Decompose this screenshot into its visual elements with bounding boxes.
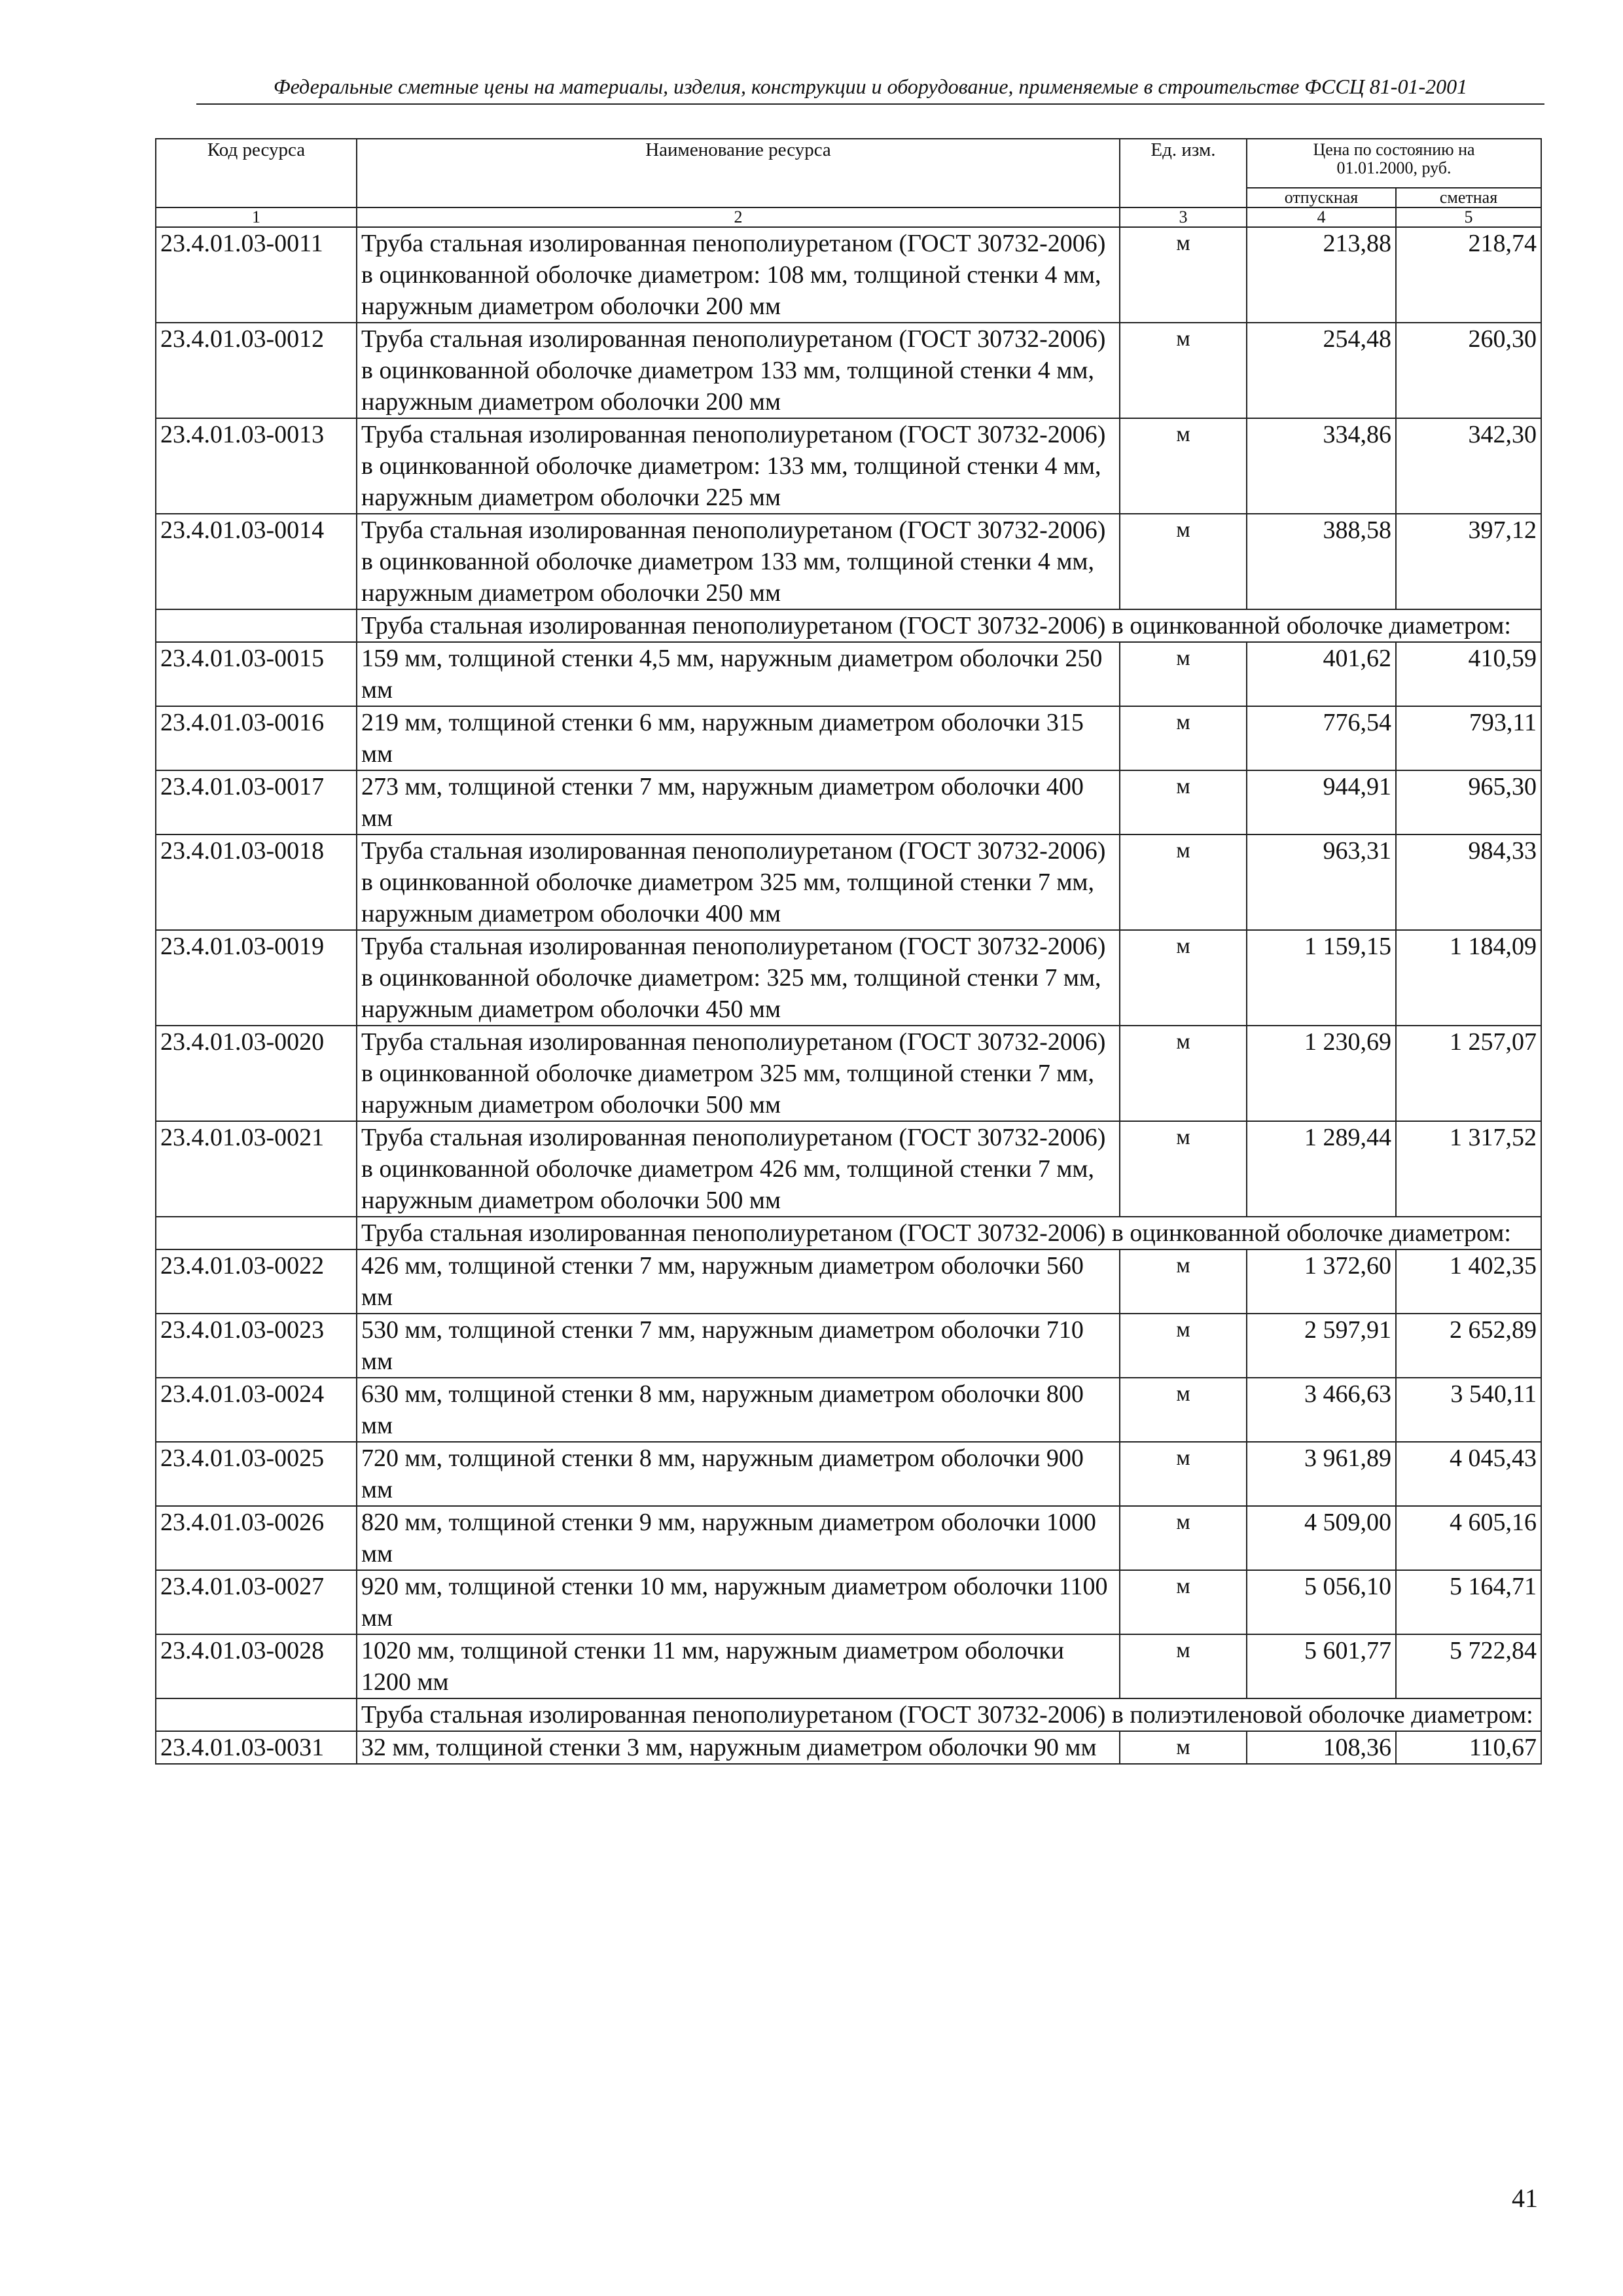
resource-name: Труба стальная изолированная пенополиуретаном (ГОСТ 30732-2006) в оцинкованной оболочке диаметром: 108 мм, толщиной стенки 4 мм, наружным диаметром оболочки 200 мм [357, 227, 1120, 323]
estimate-price: 397,12 [1396, 514, 1541, 609]
column-number: 3 [1120, 207, 1247, 227]
release-price: 3 961,89 [1247, 1442, 1396, 1506]
resource-code: 23.4.01.03-0024 [156, 1378, 357, 1442]
group-heading-row [156, 1698, 1541, 1731]
resource-code: 23.4.01.03-0021 [156, 1121, 357, 1217]
empty-code-cell [156, 1217, 357, 1249]
release-price: 1 372,60 [1247, 1249, 1396, 1314]
resource-code: 23.4.01.03-0028 [156, 1634, 357, 1698]
release-price: 388,58 [1247, 514, 1396, 609]
column-number: 4 [1247, 207, 1396, 227]
empty-code-cell [156, 1698, 357, 1731]
release-price: 5 601,77 [1247, 1634, 1396, 1698]
unit-of-measure: м [1120, 1634, 1247, 1698]
unit-of-measure: м [1120, 642, 1247, 706]
estimate-price: 5 164,71 [1396, 1570, 1541, 1634]
release-price: 254,48 [1247, 323, 1396, 418]
resource-name: 32 мм, толщиной стенки 3 мм, наружным диаметром оболочки 90 мм [357, 1731, 1120, 1764]
resource-code: 23.4.01.03-0020 [156, 1026, 357, 1121]
resource-code: 23.4.01.03-0022 [156, 1249, 357, 1314]
running-header: Федеральные сметные цены на материалы, изделия, конструкции и оборудование, применяемые в строительстве ФССЦ 81-01-2001 [273, 75, 1468, 98]
estimate-price: 1 402,35 [1396, 1249, 1541, 1314]
estimate-price: 342,30 [1396, 418, 1541, 514]
resource-name: Труба стальная изолированная пенополиуретаном (ГОСТ 30732-2006) в оцинкованной оболочке диаметром: 133 мм, толщиной стенки 4 мм, наружным диаметром оболочки 225 мм [357, 418, 1120, 514]
resource-name: 159 мм, толщиной стенки 4,5 мм, наружным диаметром оболочки 250 мм [357, 642, 1120, 706]
unit-of-measure: м [1120, 706, 1247, 770]
resource-name: Труба стальная изолированная пенополиуретаном (ГОСТ 30732-2006) в оцинкованной оболочке диаметром 133 мм, толщиной стенки 4 мм, наружным диаметром оболочки 200 мм [357, 323, 1120, 418]
resource-code: 23.4.01.03-0026 [156, 1506, 357, 1570]
release-price: 5 056,10 [1247, 1570, 1396, 1634]
unit-of-measure: м [1120, 930, 1247, 1026]
table-row [156, 323, 1541, 418]
resource-name: Труба стальная изолированная пенополиуретаном (ГОСТ 30732-2006) в оцинкованной оболочке диаметром 325 мм, толщиной стенки 7 мм, наружным диаметром оболочки 400 мм [357, 834, 1120, 930]
header-rule [196, 103, 1544, 105]
unit-of-measure: м [1120, 418, 1247, 514]
resource-code: 23.4.01.03-0012 [156, 323, 357, 418]
release-price: 213,88 [1247, 227, 1396, 323]
group-heading: Труба стальная изолированная пенополиуретаном (ГОСТ 30732-2006) в полиэтиленовой оболочке диаметром: [357, 1698, 1541, 1731]
release-price: 2 597,91 [1247, 1314, 1396, 1378]
table-row [156, 1442, 1541, 1506]
table-row [156, 770, 1541, 834]
release-price: 963,31 [1247, 834, 1396, 930]
estimate-price: 2 652,89 [1396, 1314, 1541, 1378]
unit-of-measure: м [1120, 1506, 1247, 1570]
table-row [156, 514, 1541, 609]
unit-of-measure: м [1120, 1570, 1247, 1634]
resource-name: 720 мм, толщиной стенки 8 мм, наружным диаметром оболочки 900 мм [357, 1442, 1120, 1506]
resource-code: 23.4.01.03-0015 [156, 642, 357, 706]
unit-of-measure: м [1120, 1249, 1247, 1314]
estimate-price: 410,59 [1396, 642, 1541, 706]
estimate-price: 5 722,84 [1396, 1634, 1541, 1698]
table-row [156, 1026, 1541, 1121]
group-heading: Труба стальная изолированная пенополиуретаном (ГОСТ 30732-2006) в оцинкованной оболочке диаметром: [357, 609, 1541, 642]
unit-of-measure: м [1120, 770, 1247, 834]
estimate-price: 3 540,11 [1396, 1378, 1541, 1442]
resource-name: 820 мм, толщиной стенки 9 мм, наружным диаметром оболочки 1000 мм [357, 1506, 1120, 1570]
table-row [156, 1731, 1541, 1764]
unit-of-measure: м [1120, 323, 1247, 418]
resource-code: 23.4.01.03-0025 [156, 1442, 357, 1506]
table-row [156, 1314, 1541, 1378]
table-row [156, 706, 1541, 770]
resource-code: 23.4.01.03-0023 [156, 1314, 357, 1378]
estimate-price: 4 045,43 [1396, 1442, 1541, 1506]
resource-name: 426 мм, толщиной стенки 7 мм, наружным диаметром оболочки 560 мм [357, 1249, 1120, 1314]
estimate-price: 1 257,07 [1396, 1026, 1541, 1121]
estimate-price: 1 184,09 [1396, 930, 1541, 1026]
column-number: 1 [156, 207, 357, 227]
resource-code: 23.4.01.03-0013 [156, 418, 357, 514]
col-header-unit: Ед. изм. [1120, 139, 1247, 207]
resource-name: 530 мм, толщиной стенки 7 мм, наружным диаметром оболочки 710 мм [357, 1314, 1120, 1378]
group-heading-row [156, 609, 1541, 642]
resource-code: 23.4.01.03-0031 [156, 1731, 357, 1764]
group-heading-row [156, 1217, 1541, 1249]
estimate-price: 984,33 [1396, 834, 1541, 930]
price-table [155, 138, 1542, 1765]
release-price: 3 466,63 [1247, 1378, 1396, 1442]
table-row [156, 418, 1541, 514]
table-row [156, 1121, 1541, 1217]
empty-code-cell [156, 609, 357, 642]
unit-of-measure: м [1120, 1442, 1247, 1506]
resource-code: 23.4.01.03-0014 [156, 514, 357, 609]
table-row [156, 1570, 1541, 1634]
estimate-price: 1 317,52 [1396, 1121, 1541, 1217]
resource-code: 23.4.01.03-0018 [156, 834, 357, 930]
table-row [156, 1506, 1541, 1570]
table-row [156, 1378, 1541, 1442]
unit-of-measure: м [1120, 1378, 1247, 1442]
estimate-price: 965,30 [1396, 770, 1541, 834]
table-row [156, 930, 1541, 1026]
resource-name: 273 мм, толщиной стенки 7 мм, наружным диаметром оболочки 400 мм [357, 770, 1120, 834]
estimate-price: 110,67 [1396, 1731, 1541, 1764]
release-price: 108,36 [1247, 1731, 1396, 1764]
col-header-estimate: сметная [1396, 188, 1541, 207]
unit-of-measure: м [1120, 1026, 1247, 1121]
table-row [156, 834, 1541, 930]
release-price: 334,86 [1247, 418, 1396, 514]
release-price: 944,91 [1247, 770, 1396, 834]
unit-of-measure: м [1120, 1731, 1247, 1764]
resource-name: Труба стальная изолированная пенополиуретаном (ГОСТ 30732-2006) в оцинкованной оболочке диаметром 426 мм, толщиной стенки 7 мм, наружным диаметром оболочки 500 мм [357, 1121, 1120, 1217]
table-row [156, 1634, 1541, 1698]
column-number: 2 [357, 207, 1120, 227]
resource-name: 1020 мм, толщиной стенки 11 мм, наружным диаметром оболочки 1200 мм [357, 1634, 1120, 1698]
col-header-release: отпускная [1247, 188, 1396, 207]
release-price: 4 509,00 [1247, 1506, 1396, 1570]
col-header-price-group: Цена по состоянию на 01.01.2000, руб. [1247, 139, 1541, 188]
estimate-price: 793,11 [1396, 706, 1541, 770]
release-price: 776,54 [1247, 706, 1396, 770]
resource-name: 920 мм, толщиной стенки 10 мм, наружным диаметром оболочки 1100 мм [357, 1570, 1120, 1634]
column-number-row [156, 207, 1541, 227]
table-row [156, 642, 1541, 706]
page-number: 41 [1512, 2183, 1538, 2213]
resource-code: 23.4.01.03-0017 [156, 770, 357, 834]
release-price: 1 289,44 [1247, 1121, 1396, 1217]
release-price: 1 159,15 [1247, 930, 1396, 1026]
estimate-price: 260,30 [1396, 323, 1541, 418]
unit-of-measure: м [1120, 834, 1247, 930]
unit-of-measure: м [1120, 514, 1247, 609]
column-number: 5 [1396, 207, 1541, 227]
table-header-row [156, 139, 1541, 188]
resource-code: 23.4.01.03-0011 [156, 227, 357, 323]
resource-code: 23.4.01.03-0019 [156, 930, 357, 1026]
resource-name: Труба стальная изолированная пенополиуретаном (ГОСТ 30732-2006) в оцинкованной оболочке диаметром 325 мм, толщиной стенки 7 мм, наружным диаметром оболочки 500 мм [357, 1026, 1120, 1121]
resource-name: 219 мм, толщиной стенки 6 мм, наружным диаметром оболочки 315 мм [357, 706, 1120, 770]
unit-of-measure: м [1120, 227, 1247, 323]
col-header-code: Код ресурса [156, 139, 357, 207]
resource-name: 630 мм, толщиной стенки 8 мм, наружным диаметром оболочки 800 мм [357, 1378, 1120, 1442]
group-heading: Труба стальная изолированная пенополиуретаном (ГОСТ 30732-2006) в оцинкованной оболочке диаметром: [357, 1217, 1541, 1249]
table-row [156, 227, 1541, 323]
unit-of-measure: м [1120, 1121, 1247, 1217]
resource-name: Труба стальная изолированная пенополиуретаном (ГОСТ 30732-2006) в оцинкованной оболочке диаметром: 325 мм, толщиной стенки 7 мм, наружным диаметром оболочки 450 мм [357, 930, 1120, 1026]
col-header-name: Наименование ресурса [357, 139, 1120, 207]
unit-of-measure: м [1120, 1314, 1247, 1378]
estimate-price: 218,74 [1396, 227, 1541, 323]
estimate-price: 4 605,16 [1396, 1506, 1541, 1570]
resource-code: 23.4.01.03-0027 [156, 1570, 357, 1634]
release-price: 401,62 [1247, 642, 1396, 706]
table-row [156, 1249, 1541, 1314]
resource-code: 23.4.01.03-0016 [156, 706, 357, 770]
release-price: 1 230,69 [1247, 1026, 1396, 1121]
resource-name: Труба стальная изолированная пенополиуретаном (ГОСТ 30732-2006) в оцинкованной оболочке диаметром 133 мм, толщиной стенки 4 мм, наружным диаметром оболочки 250 мм [357, 514, 1120, 609]
